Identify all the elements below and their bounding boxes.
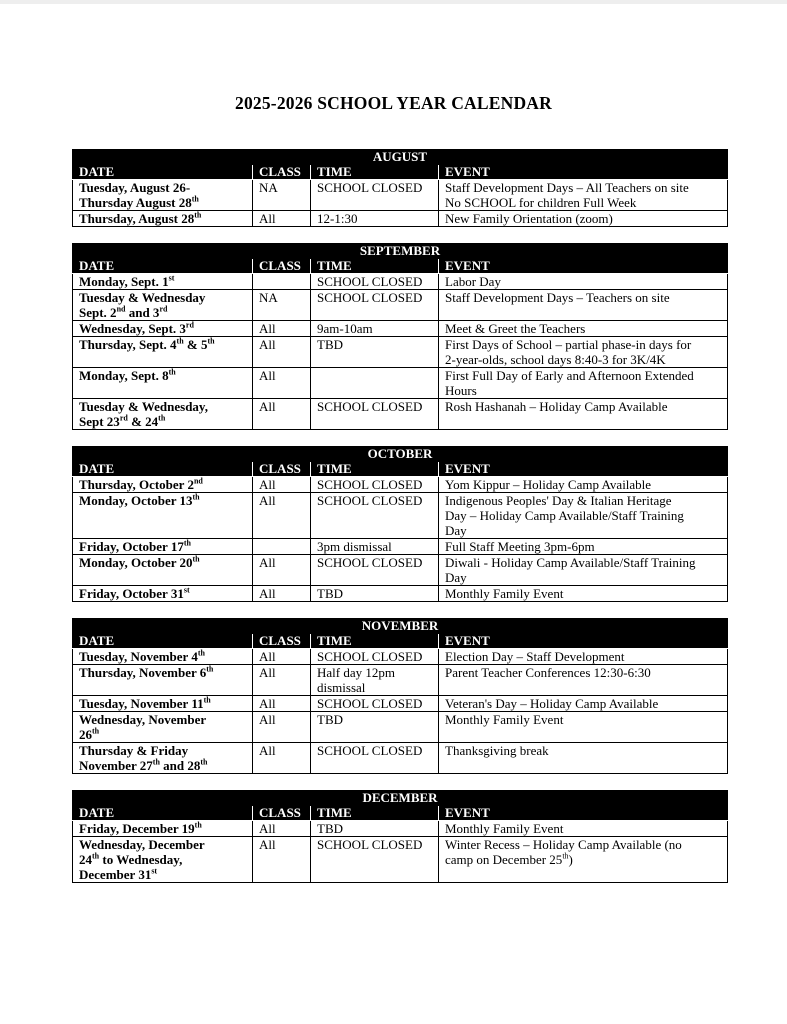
page-top-strip (0, 0, 787, 4)
time-cell: 3pm dismissal (311, 539, 439, 555)
ordinal-suffix: th (194, 210, 202, 220)
text-segment: Tuesday & Wednesday, Sept 23 (79, 399, 208, 429)
event-column-header: EVENT (439, 462, 728, 477)
text-segment: Thursday, November 6 (79, 665, 207, 680)
ordinal-suffix: th (206, 664, 214, 674)
table-row (73, 211, 728, 227)
ordinal-suffix: th (158, 413, 166, 423)
text-segment: & 5 (183, 337, 208, 352)
date-cell (73, 696, 253, 712)
month-header-row (73, 447, 728, 462)
text-segment: Staff Development Days – All Teachers on site No SCHOOL for children Full Week (445, 180, 689, 210)
text-segment: Monday, Sept. 8 (79, 368, 169, 383)
event-cell (439, 180, 728, 211)
date-text (79, 290, 246, 320)
event-text (445, 665, 721, 680)
month-section-october (72, 446, 727, 602)
event-cell (439, 665, 728, 696)
text-segment: and 3 (125, 305, 160, 320)
date-cell (73, 211, 253, 227)
event-cell (439, 586, 728, 602)
table-row (73, 539, 728, 555)
month-section-november (72, 618, 727, 774)
month-section-december (72, 790, 727, 883)
class-cell: All (253, 211, 311, 227)
event-text (445, 180, 721, 210)
month-name: NOVEMBER (73, 619, 728, 634)
event-text (445, 586, 721, 601)
event-text (445, 743, 721, 758)
column-header-row (73, 165, 728, 180)
text-segment: ) (568, 852, 573, 867)
date-cell (73, 399, 253, 430)
month-header-row (73, 244, 728, 259)
table-row (73, 586, 728, 602)
table-row (73, 399, 728, 430)
time-column-header: TIME (311, 462, 439, 477)
time-cell: 12-1:30 (311, 211, 439, 227)
date-text (79, 586, 246, 601)
event-cell (439, 539, 728, 555)
time-cell: TBD (311, 337, 439, 368)
text-segment: Diwali - Holiday Camp Available/Staff Training Day (445, 555, 696, 585)
event-text (445, 290, 721, 305)
month-name: AUGUST (73, 150, 728, 165)
event-text (445, 399, 721, 414)
text-segment: Friday, December 19 (79, 821, 195, 836)
text-segment: Monthly Family Event (445, 712, 564, 727)
event-cell (439, 493, 728, 539)
table-row (73, 821, 728, 837)
time-cell: Half day 12pm dismissal (311, 665, 439, 696)
date-cell (73, 555, 253, 586)
date-column-header: DATE (73, 462, 253, 477)
class-cell: All (253, 743, 311, 774)
date-text (79, 321, 246, 336)
month-name: SEPTEMBER (73, 244, 728, 259)
ordinal-suffix: th (191, 194, 199, 204)
event-text (445, 274, 721, 289)
class-cell: All (253, 649, 311, 665)
text-segment: Tuesday, November 4 (79, 649, 198, 664)
ordinal-suffix: st (183, 585, 190, 595)
event-cell (439, 290, 728, 321)
table-row (73, 493, 728, 539)
time-cell: TBD (311, 586, 439, 602)
date-text (79, 743, 246, 773)
class-cell: All (253, 555, 311, 586)
ordinal-suffix: th (203, 695, 211, 705)
class-column-header: CLASS (253, 165, 311, 180)
table-row (73, 180, 728, 211)
month-table (72, 618, 728, 774)
class-column-header: CLASS (253, 806, 311, 821)
time-cell: SCHOOL CLOSED (311, 649, 439, 665)
time-cell: SCHOOL CLOSED (311, 743, 439, 774)
text-segment: Labor Day (445, 274, 501, 289)
date-text (79, 539, 246, 554)
date-text (79, 180, 246, 210)
text-segment: Wednesday, Sept. 3 (79, 321, 186, 336)
table-row (73, 696, 728, 712)
date-text (79, 477, 246, 492)
table-row (73, 743, 728, 774)
text-segment: to Wednesday, December 31 (79, 852, 183, 882)
month-name: OCTOBER (73, 447, 728, 462)
event-cell (439, 337, 728, 368)
column-header-row (73, 462, 728, 477)
event-cell (439, 399, 728, 430)
event-text (445, 477, 721, 492)
class-cell: All (253, 477, 311, 493)
ordinal-suffix: th (562, 851, 569, 861)
column-header-row (73, 806, 728, 821)
time-column-header: TIME (311, 634, 439, 649)
event-text (445, 696, 721, 711)
ordinal-suffix: th (200, 757, 208, 767)
date-cell (73, 821, 253, 837)
text-segment: Rosh Hashanah – Holiday Camp Available (445, 399, 668, 414)
ordinal-suffix: th (192, 492, 200, 502)
text-segment: Friday, October 17 (79, 539, 184, 554)
date-text (79, 274, 246, 289)
text-segment: Tuesday, August 26- Thursday August 28 (79, 180, 192, 210)
time-column-header: TIME (311, 259, 439, 274)
ordinal-suffix: th (92, 851, 100, 861)
event-cell (439, 821, 728, 837)
event-cell (439, 696, 728, 712)
event-text (445, 493, 721, 538)
text-segment: Wednesday, November 26 (79, 712, 207, 742)
date-cell (73, 665, 253, 696)
class-cell: All (253, 712, 311, 743)
text-segment: Tuesday, November 11 (79, 696, 204, 711)
date-cell (73, 586, 253, 602)
class-cell: All (253, 665, 311, 696)
date-cell (73, 743, 253, 774)
time-cell: 9am-10am (311, 321, 439, 337)
text-segment: New Family Orientation (zoom) (445, 211, 613, 226)
ordinal-suffix: nd (193, 476, 203, 486)
class-cell: All (253, 493, 311, 539)
month-table (72, 243, 728, 430)
page-title: 2025-2026 SCHOOL YEAR CALENDAR (235, 93, 552, 113)
time-cell: SCHOOL CLOSED (311, 399, 439, 430)
class-cell: All (253, 368, 311, 399)
ordinal-suffix: th (207, 336, 215, 346)
text-segment: Thanksgiving break (445, 743, 549, 758)
date-text (79, 821, 246, 836)
event-cell (439, 211, 728, 227)
time-cell: SCHOOL CLOSED (311, 274, 439, 290)
event-column-header: EVENT (439, 165, 728, 180)
class-cell: All (253, 821, 311, 837)
table-row (73, 274, 728, 290)
text-segment: First Full Day of Early and Afternoon Extended Hours (445, 368, 694, 398)
event-text (445, 649, 721, 664)
time-cell: SCHOOL CLOSED (311, 493, 439, 539)
date-text (79, 555, 246, 570)
column-header-row (73, 259, 728, 274)
ordinal-suffix: st (151, 866, 158, 876)
class-cell: NA (253, 290, 311, 321)
ordinal-suffix: th (183, 538, 191, 548)
date-text (79, 837, 246, 882)
date-cell (73, 712, 253, 743)
class-cell: All (253, 321, 311, 337)
time-cell: TBD (311, 712, 439, 743)
event-text (445, 712, 721, 727)
text-segment: Thursday, October 2 (79, 477, 194, 492)
date-cell (73, 180, 253, 211)
text-segment: Election Day – Staff Development (445, 649, 625, 664)
class-cell: All (253, 586, 311, 602)
text-segment: Thursday, August 28 (79, 211, 195, 226)
date-text (79, 211, 246, 226)
ordinal-suffix: nd (116, 304, 126, 314)
event-text (445, 211, 721, 226)
time-cell: SCHOOL CLOSED (311, 180, 439, 211)
time-cell: SCHOOL CLOSED (311, 555, 439, 586)
class-cell (253, 539, 311, 555)
time-cell: SCHOOL CLOSED (311, 696, 439, 712)
ordinal-suffix: rd (185, 320, 194, 330)
class-cell: All (253, 837, 311, 883)
month-table (72, 790, 728, 883)
event-text (445, 837, 721, 867)
date-text (79, 493, 246, 508)
text-segment: Staff Development Days – Teachers on site (445, 290, 670, 305)
date-text (79, 649, 246, 664)
event-column-header: EVENT (439, 806, 728, 821)
date-cell (73, 477, 253, 493)
ordinal-suffix: th (194, 820, 202, 830)
event-cell (439, 274, 728, 290)
table-row (73, 321, 728, 337)
date-cell (73, 649, 253, 665)
month-table (72, 446, 728, 602)
date-column-header: DATE (73, 806, 253, 821)
text-segment: and 28 (159, 758, 201, 773)
event-text (445, 555, 721, 585)
text-segment: First Days of School – partial phase-in days for 2-year-olds, school days 8:40-3 for 3K/4K (445, 337, 692, 367)
time-cell: SCHOOL CLOSED (311, 290, 439, 321)
event-text (445, 337, 721, 367)
month-header-row (73, 150, 728, 165)
ordinal-suffix: th (152, 757, 160, 767)
table-row (73, 837, 728, 883)
class-column-header: CLASS (253, 259, 311, 274)
class-column-header: CLASS (253, 462, 311, 477)
month-header-row (73, 619, 728, 634)
time-column-header: TIME (311, 165, 439, 180)
time-cell: SCHOOL CLOSED (311, 477, 439, 493)
month-header-row (73, 791, 728, 806)
month-section-august (72, 149, 727, 227)
text-segment: Winter Recess – Holiday Camp Available (no camp on December 25 (445, 837, 682, 867)
event-cell (439, 649, 728, 665)
time-cell: SCHOOL CLOSED (311, 837, 439, 883)
table-row (73, 337, 728, 368)
month-name: DECEMBER (73, 791, 728, 806)
date-cell (73, 337, 253, 368)
date-text (79, 337, 246, 352)
text-segment: Tuesday & Wednesday Sept. 2 (79, 290, 206, 320)
text-segment: & 24 (127, 414, 159, 429)
event-cell (439, 477, 728, 493)
event-text (445, 539, 721, 554)
event-column-header: EVENT (439, 634, 728, 649)
event-column-header: EVENT (439, 259, 728, 274)
date-text (79, 368, 246, 383)
class-cell (253, 274, 311, 290)
ordinal-suffix: st (168, 273, 175, 283)
class-column-header: CLASS (253, 634, 311, 649)
class-cell: NA (253, 180, 311, 211)
ordinal-suffix: rd (119, 413, 128, 423)
ordinal-suffix: th (168, 367, 176, 377)
date-cell (73, 290, 253, 321)
date-cell (73, 837, 253, 883)
date-text (79, 665, 246, 680)
text-segment: Monthly Family Event (445, 821, 564, 836)
event-text (445, 821, 721, 836)
date-text (79, 696, 246, 711)
time-cell: TBD (311, 821, 439, 837)
date-cell (73, 539, 253, 555)
text-segment: Monday, Sept. 1 (79, 274, 169, 289)
table-row (73, 368, 728, 399)
table-row (73, 555, 728, 586)
event-cell (439, 712, 728, 743)
ordinal-suffix: th (197, 648, 205, 658)
ordinal-suffix: th (176, 336, 184, 346)
text-segment: Veteran's Day – Holiday Camp Available (445, 696, 659, 711)
table-row (73, 665, 728, 696)
date-column-header: DATE (73, 165, 253, 180)
event-cell (439, 555, 728, 586)
date-cell (73, 321, 253, 337)
event-cell (439, 321, 728, 337)
date-cell (73, 493, 253, 539)
text-segment: Indigenous Peoples' Day & Italian Heritage Day – Holiday Camp Available/Staff Training Day (445, 493, 684, 538)
class-cell: All (253, 696, 311, 712)
text-segment: Parent Teacher Conferences 12:30-6:30 (445, 665, 651, 680)
time-cell (311, 368, 439, 399)
date-column-header: DATE (73, 259, 253, 274)
text-segment: Yom Kippur – Holiday Camp Available (445, 477, 652, 492)
text-segment: Thursday, Sept. 4 (79, 337, 177, 352)
date-cell (73, 274, 253, 290)
ordinal-suffix: rd (159, 304, 168, 314)
text-segment: Meet & Greet the Teachers (445, 321, 586, 336)
date-cell (73, 368, 253, 399)
event-text (445, 368, 721, 398)
time-column-header: TIME (311, 806, 439, 821)
class-cell: All (253, 337, 311, 368)
table-row (73, 290, 728, 321)
text-segment: Wednesday, December 24 (79, 837, 205, 867)
table-row (73, 649, 728, 665)
text-segment: Monday, October 20 (79, 555, 193, 570)
date-column-header: DATE (73, 634, 253, 649)
table-row (73, 712, 728, 743)
class-cell: All (253, 399, 311, 430)
event-cell (439, 368, 728, 399)
text-segment: Friday, October 31 (79, 586, 184, 601)
table-row (73, 477, 728, 493)
text-segment: Full Staff Meeting 3pm-6pm (445, 539, 595, 554)
text-segment: Monthly Family Event (445, 586, 564, 601)
date-text (79, 712, 246, 742)
column-header-row (73, 634, 728, 649)
ordinal-suffix: th (192, 554, 200, 564)
event-text (445, 321, 721, 336)
date-text (79, 399, 246, 429)
event-cell (439, 743, 728, 774)
text-segment: Thursday & Friday November 27 (79, 743, 189, 773)
ordinal-suffix: th (92, 726, 100, 736)
text-segment: Monday, October 13 (79, 493, 193, 508)
month-table (72, 149, 728, 227)
event-cell (439, 837, 728, 883)
month-section-september (72, 243, 727, 430)
